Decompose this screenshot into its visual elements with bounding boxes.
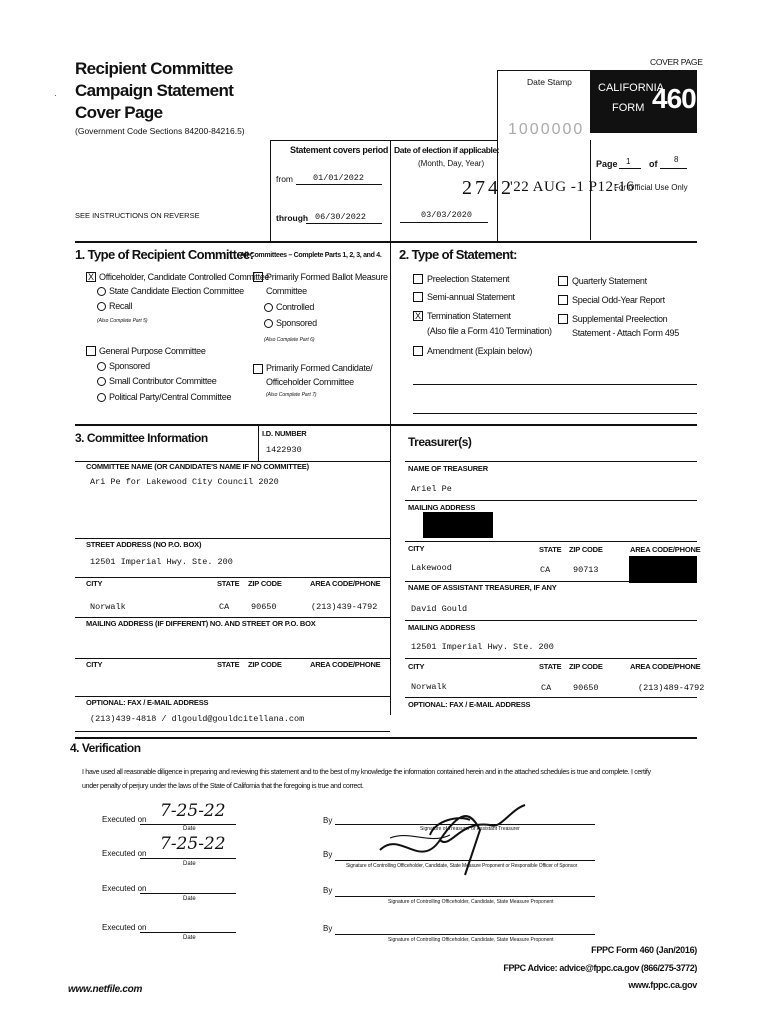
state-candidate-label: State Candidate Election Committee — [109, 286, 244, 296]
official-use-label: For Official Use Only — [614, 183, 688, 192]
gp-sponsored-radio[interactable] — [97, 362, 106, 371]
election-title: Date of election if applicable: — [394, 145, 500, 155]
by-label: By — [323, 924, 333, 933]
form-title-2: Campaign Statement — [75, 81, 234, 100]
street-label: STREET ADDRESS (NO P.O. BOX) — [86, 540, 202, 549]
zip-label: ZIP CODE — [248, 579, 282, 588]
faint-stamp: 1000000 — [508, 121, 585, 138]
from-label: from — [276, 174, 293, 184]
optional-fax-label: OPTIONAL: FAX / E-MAIL ADDRESS — [86, 698, 209, 707]
dot-mark: · — [54, 91, 57, 100]
asst-treasurer-value[interactable]: David Gould — [411, 604, 468, 614]
treasurer-mailing-label: MAILING ADDRESS — [408, 503, 476, 512]
sig3-caption: Signature of Controlling Officeholder, Candidate, State Measure Proponent — [388, 899, 554, 905]
date-caption: Date — [183, 861, 196, 867]
period-title: Statement covers period — [290, 145, 389, 155]
gov-code: (Government Code Sections 84200-84216.5) — [75, 126, 245, 136]
sig2-caption: Signature of Controlling Officeholder, Candidate, State Measure Proponent or Responsible Officer of Sponsor — [346, 863, 578, 869]
california-label: CALIFORNIA — [598, 82, 665, 94]
amendment-checkbox[interactable] — [413, 346, 423, 356]
section2-title: 2. Type of Statement: — [399, 247, 517, 262]
bm-sponsored-radio[interactable] — [264, 319, 273, 328]
date-caption: Date — [183, 896, 196, 902]
also-part5-note: (Also Complete Part 5) — [97, 318, 148, 324]
form-title: Recipient Committee — [75, 59, 233, 78]
small-contributor-label: Small Contributor Committee — [109, 376, 217, 386]
received-stamp-number: 2742 — [462, 177, 514, 199]
preelection-checkbox[interactable] — [413, 274, 423, 284]
street-value[interactable]: 12501 Imperial Hwy. Ste. 200 — [90, 557, 233, 567]
treasurer-name-label: NAME OF TREASURER — [408, 464, 488, 473]
asst-zip-label: ZIP CODE — [569, 662, 603, 671]
recall-label: Recall — [109, 301, 133, 311]
termination-note: (Also file a Form 410 Termination) — [427, 326, 552, 336]
section3-title: 3. Committee Information — [75, 431, 208, 445]
executed-on-label: Executed on — [102, 884, 147, 893]
small-contributor-radio[interactable] — [97, 377, 106, 386]
pf-candidate-label: Primarily Formed Candidate/ — [266, 363, 373, 373]
bm-sponsored-label: Sponsored — [276, 318, 317, 328]
from-value[interactable]: 01/01/2022 — [313, 173, 365, 183]
page-of: of — [649, 159, 658, 169]
form-number: 460 — [652, 83, 696, 114]
by-label: By — [323, 816, 333, 825]
netfile-link[interactable]: www.netfile.com — [68, 984, 143, 995]
executed-date-1[interactable]: 7-25-22 — [160, 801, 226, 821]
treasurer-area-label: AREA CODE/PHONE — [630, 545, 701, 554]
treasurer-state-value[interactable]: CA — [540, 565, 551, 575]
also-part6-note: (Also Complete Part 6) — [264, 337, 315, 343]
treasurer-optional-label: OPTIONAL: FAX / E-MAIL ADDRESS — [408, 700, 531, 709]
semiannual-checkbox[interactable] — [413, 292, 423, 302]
quarterly-label: Quarterly Statement — [572, 276, 647, 286]
asst-zip-value[interactable]: 90650 — [573, 683, 599, 693]
id-number-value[interactable]: 1422930 — [266, 445, 302, 455]
asst-state-value[interactable]: CA — [541, 683, 552, 693]
supp-preelection-checkbox[interactable] — [558, 314, 568, 324]
quarterly-checkbox[interactable] — [558, 276, 568, 286]
form-title-3: Cover Page — [75, 103, 163, 122]
preelection-label: Preelection Statement — [427, 274, 510, 284]
city-value[interactable]: Norwalk — [90, 602, 126, 612]
asst-state-label: STATE — [539, 662, 562, 671]
recall-radio[interactable] — [97, 302, 106, 311]
sig4-caption: Signature of Controlling Officeholder, Candidate, State Measure Proponent — [388, 937, 554, 943]
executed-date-2[interactable]: 7-25-22 — [160, 834, 226, 854]
asst-phone-value[interactable]: (213)489-4792 — [638, 683, 705, 693]
treasurer-state-label: STATE — [539, 545, 562, 554]
asst-treasurer-label: NAME OF ASSISTANT TREASURER, IF ANY — [408, 583, 557, 592]
election-subtitle: (Month, Day, Year) — [418, 159, 485, 168]
general-purpose-label: General Purpose Committee — [99, 346, 206, 356]
redaction-box — [423, 512, 493, 538]
state-label: STATE — [217, 579, 240, 588]
committee-name-label: COMMITTEE NAME (OR CANDIDATE'S NAME IF NO COMMITTEE) — [86, 462, 309, 471]
asst-mailing-value[interactable]: 12501 Imperial Hwy. Ste. 200 — [411, 642, 554, 652]
form-460-badge — [590, 71, 697, 133]
page-total: 8 — [674, 155, 679, 164]
controlled-radio[interactable] — [264, 303, 273, 312]
treasurer-name-value[interactable]: Ariel Pe — [411, 484, 452, 494]
ballot-measure-label-2: Committee — [266, 286, 307, 296]
area-code-label: AREA CODE/PHONE — [310, 579, 381, 588]
fppc-advice: FPPC Advice: advice@fppc.ca.gov (866/275-3772) — [503, 963, 697, 973]
asst-area-label: AREA CODE/PHONE — [630, 662, 701, 671]
ballot-measure-checkbox[interactable] — [253, 272, 263, 282]
asst-city-label: CITY — [408, 662, 425, 671]
special-odd-label: Special Odd-Year Report — [572, 295, 665, 305]
date-stamp-label: Date Stamp — [527, 77, 572, 87]
verification-text-2: under penalty of perjury under the laws of the State of California that the foregoing is true and correct. — [82, 782, 364, 790]
treasurer-zip-value[interactable]: 90713 — [573, 565, 599, 575]
city-label: CITY — [86, 579, 103, 588]
fppc-form-ref: FPPC Form 460 (Jan/2016) — [591, 945, 697, 955]
controlled-label: Controlled — [276, 302, 315, 312]
semiannual-label: Semi-annual Statement — [427, 292, 515, 302]
page-label: Page — [596, 159, 618, 169]
zip2-label: ZIP CODE — [248, 660, 282, 669]
optional-fax-value[interactable]: (213)439-4818 / dlgould@gouldcitellana.com — [90, 714, 305, 724]
treasurer-title: Treasurer(s) — [408, 435, 472, 449]
election-value[interactable]: 03/03/2020 — [421, 210, 473, 220]
sig1-caption: Signature of Treasurer or Assistant Treasurer — [420, 826, 520, 832]
received-stamp-date: '22 AUG -1 P12:16 — [510, 179, 635, 195]
executed-on-label: Executed on — [102, 815, 147, 824]
by-label: By — [323, 850, 333, 859]
signature-image — [370, 800, 530, 880]
state-candidate-radio[interactable] — [97, 287, 106, 296]
officeholder-checkbox[interactable]: X — [87, 272, 94, 282]
treasurer-city-label: CITY — [408, 544, 425, 553]
general-purpose-checkbox[interactable] — [86, 346, 96, 356]
id-number-label: I.D. NUMBER — [262, 429, 307, 438]
fppc-website: www.fppc.ca.gov — [628, 980, 697, 990]
by-label: By — [323, 886, 333, 895]
ballot-measure-label: Primarily Formed Ballot Measure — [266, 272, 388, 282]
zip-value[interactable]: 90650 — [251, 602, 277, 612]
executed-on-label: Executed on — [102, 923, 147, 932]
termination-checkbox[interactable]: X — [414, 311, 421, 321]
asst-mailing-label: MAILING ADDRESS — [408, 623, 476, 632]
page-current: 1 — [626, 157, 631, 166]
gp-sponsored-label: Sponsored — [109, 361, 150, 371]
executed-on-label: Executed on — [102, 849, 147, 858]
date-caption: Date — [183, 935, 196, 941]
treasurer-zip-label: ZIP CODE — [569, 545, 603, 554]
through-value[interactable]: 06/30/2022 — [315, 212, 367, 222]
supp-preelection-label: Supplemental Preelection — [572, 314, 668, 324]
supp-preelection-label-2: Statement - Attach Form 495 — [572, 328, 679, 338]
section4-title: 4. Verification — [70, 741, 141, 755]
phone-value[interactable]: (213)439-4792 — [311, 602, 378, 612]
committee-name-value[interactable]: Ari Pe for Lakewood City Council 2020 — [90, 477, 279, 487]
also-part7-note: (Also Complete Part 7) — [266, 392, 317, 398]
through-label: through — [276, 213, 309, 223]
city2-label: CITY — [86, 660, 103, 669]
political-party-radio[interactable] — [97, 393, 106, 402]
date-caption: Date — [183, 826, 196, 832]
pf-candidate-checkbox[interactable] — [253, 364, 263, 374]
asst-city-value[interactable]: Norwalk — [411, 682, 447, 692]
area2-label: AREA CODE/PHONE — [310, 660, 381, 669]
mailing-label: MAILING ADDRESS (IF DIFFERENT) NO. AND STREET OR P.O. BOX — [86, 619, 316, 628]
officeholder-label: Officeholder, Candidate Controlled Committee — [99, 272, 270, 282]
political-party-label: Political Party/Central Committee — [109, 392, 232, 402]
pf-candidate-label-2: Officeholder Committee — [266, 377, 354, 387]
termination-label: Termination Statement — [427, 311, 511, 321]
see-instructions: SEE INSTRUCTIONS ON REVERSE — [75, 211, 200, 220]
amendment-label: Amendment (Explain below) — [427, 346, 533, 356]
treasurer-city-value[interactable]: Lakewood — [411, 563, 452, 573]
redaction-box — [629, 556, 697, 583]
verification-text-1: I have used all reasonable diligence in preparing and reviewing this statement and to the best of my knowledge the information contained herein and in the attached schedules is true and complete. I certify — [82, 768, 651, 776]
section1-title: 1. Type of Recipient Committee: — [75, 247, 254, 262]
form-label: FORM — [612, 102, 645, 114]
section1-subtitle: All Committees – Complete Parts 1, 2, 3, and 4. — [240, 252, 382, 259]
state2-label: STATE — [217, 660, 240, 669]
state-value[interactable]: CA — [219, 602, 230, 612]
cover-page-label: COVER PAGE — [650, 57, 703, 67]
special-odd-checkbox[interactable] — [558, 295, 568, 305]
